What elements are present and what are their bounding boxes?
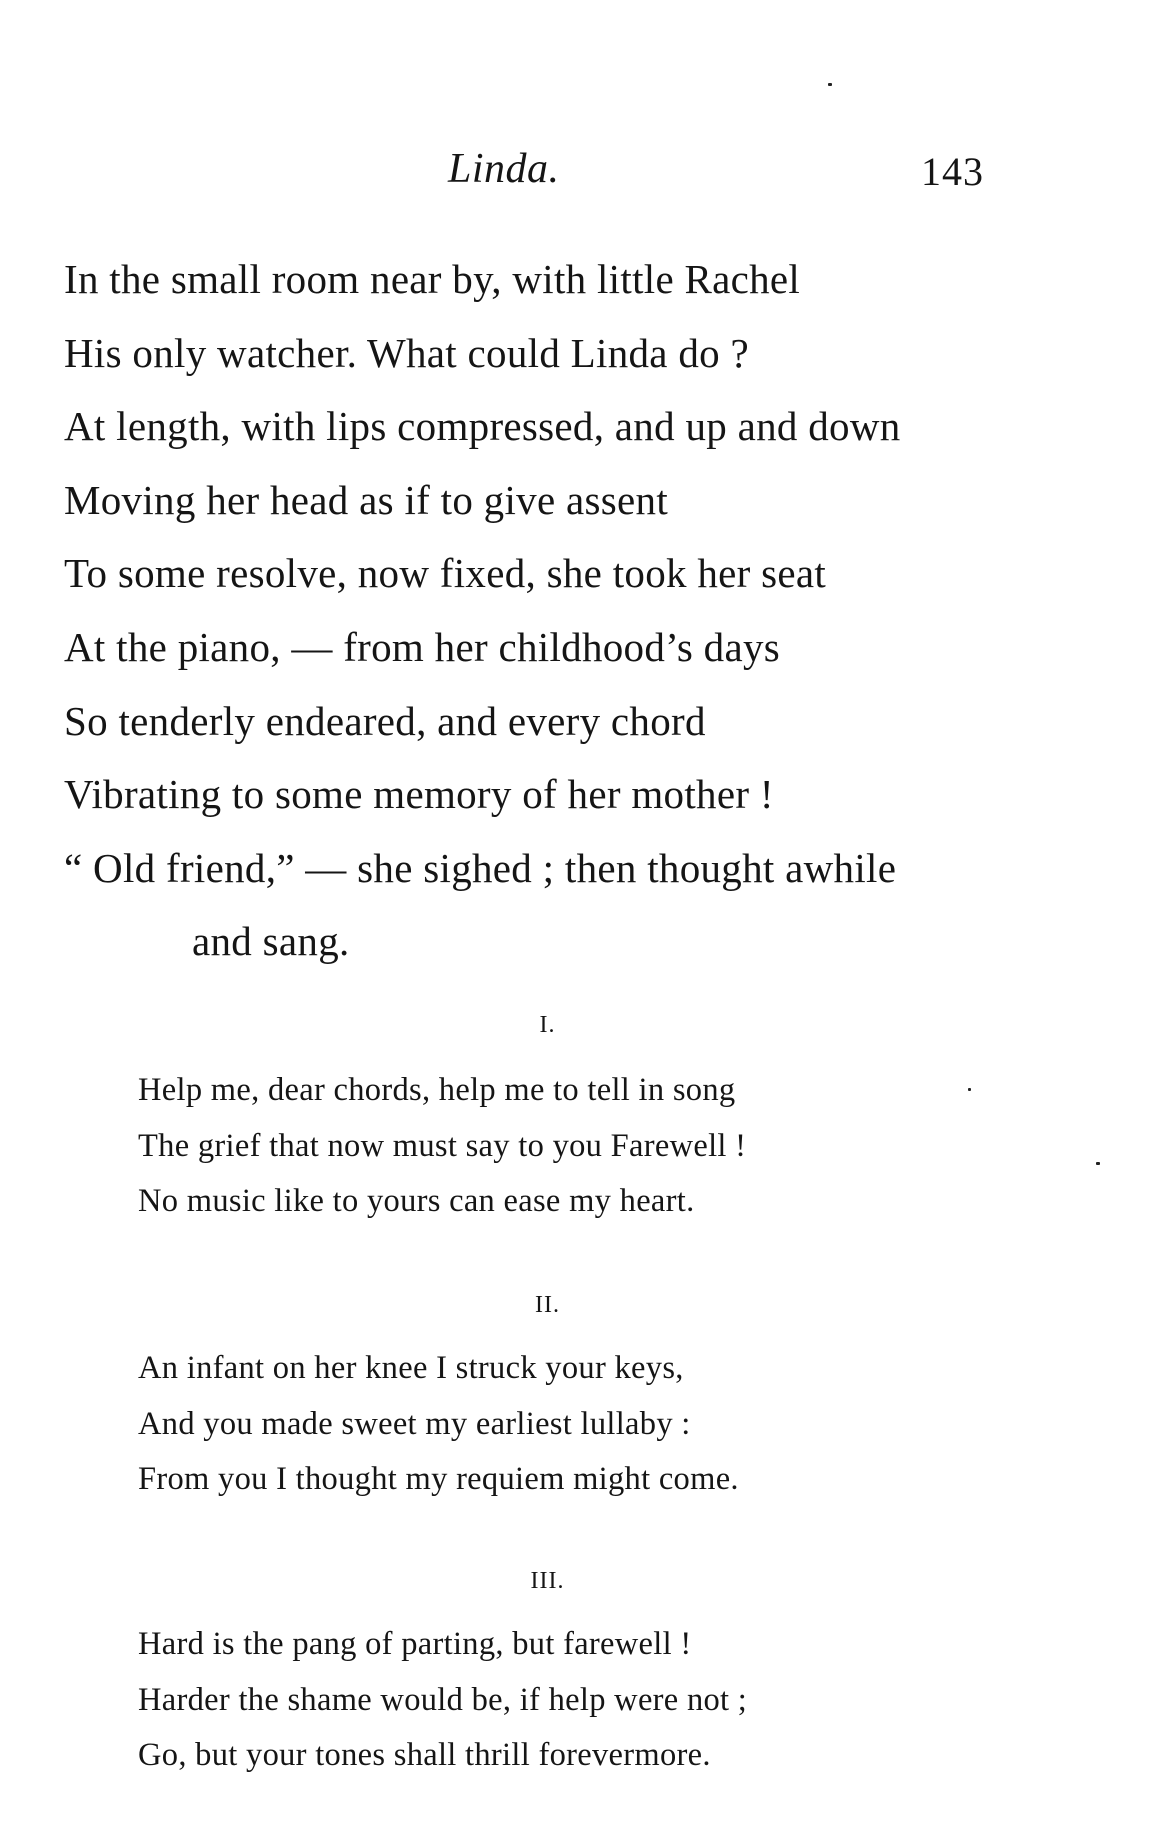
verse-line: At length, with lips compressed, and up and down — [64, 403, 901, 450]
verse-line: “ Old friend,” — she sighed ; then thought awhile — [64, 844, 897, 891]
ink-speck — [828, 83, 832, 86]
ink-speck — [1096, 1162, 1100, 1165]
verse-line: Moving her head as if to give assent — [64, 476, 669, 523]
verse-line: Vibrating to some memory of her mother ! — [64, 771, 774, 818]
song-line: And you made sweet my earliest lullaby : — [138, 1405, 691, 1442]
verse-line: His only watcher. What could Linda do ? — [64, 329, 749, 376]
stanza-numeral: I. — [539, 1012, 556, 1038]
song-stanza — [138, 1070, 1038, 1237]
verse-line: So tenderly endeared, and every chord — [64, 697, 706, 744]
song-stanza — [138, 1624, 1038, 1791]
song-line: Go, but your tones shall thrill forevermore. — [138, 1737, 711, 1773]
song-stanza — [138, 1348, 1038, 1515]
running-header-title: Linda. — [448, 146, 560, 192]
song-line: Hard is the pang of parting, but farewell ! — [138, 1626, 692, 1662]
verse-line: To some resolve, now fixed, she took her seat — [64, 550, 827, 597]
song-line: Harder the shame would be, if help were not ; — [138, 1681, 748, 1718]
song-line: Help me, dear chords, help me to tell in song — [138, 1072, 736, 1108]
verse-line: At the piano, — from her childhood’s days — [64, 623, 781, 670]
narrative-verse — [64, 254, 1064, 990]
stanza-numeral: II. — [535, 1292, 560, 1318]
verse-line: In the small room near by, with little Rachel — [64, 256, 801, 302]
page-number: 143 — [921, 149, 984, 194]
song-line: From you I thought my requiem might come. — [138, 1461, 739, 1497]
stanza-numeral: III. — [530, 1568, 565, 1594]
song-line: An infant on her knee I struck your keys, — [138, 1350, 684, 1386]
song-line: The grief that now must say to you Farewell ! — [138, 1127, 747, 1164]
verse-line-continuation: and sang. — [192, 918, 350, 965]
song-line: No music like to yours can ease my heart. — [138, 1183, 695, 1219]
